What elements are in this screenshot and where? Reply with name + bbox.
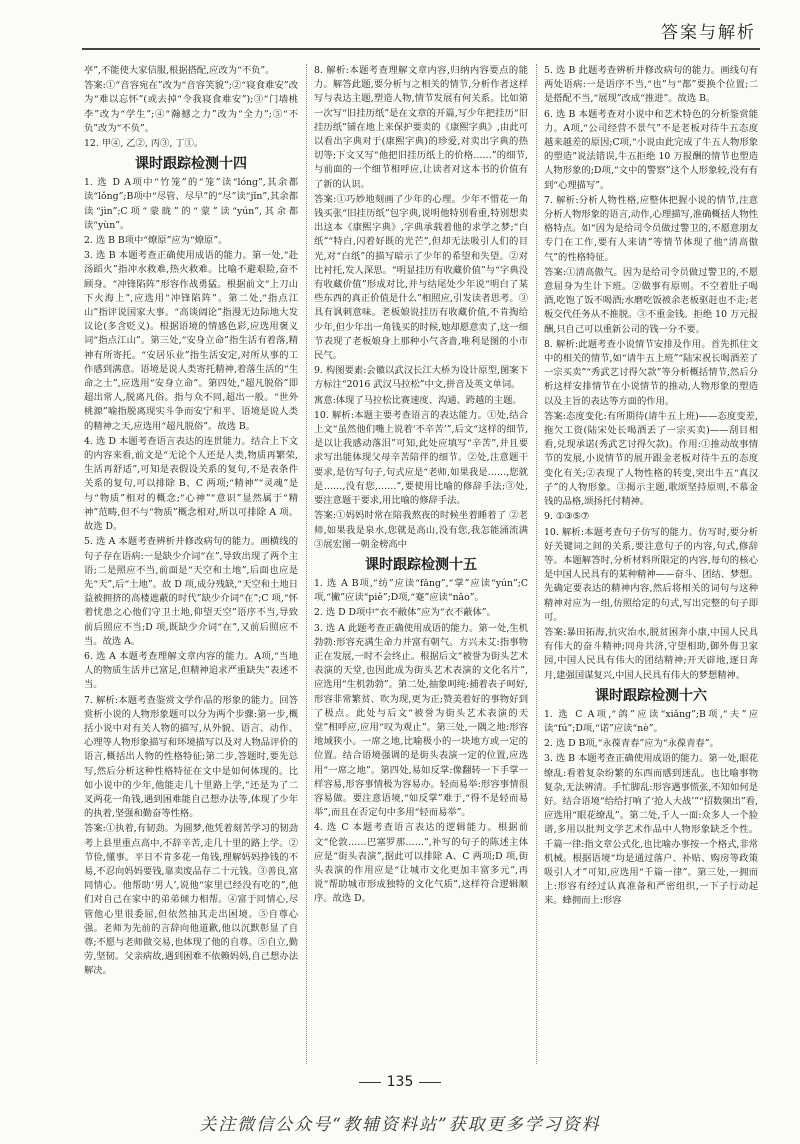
- page-header: [0, 0, 800, 58]
- answer-item: 10. 解析:本题考查句子仿写的能力。仿写时,要分析好关键词之间的关系,要注意句子的内容,句式,修辞等。本题解答时,分析材料所限定的内容,每句的核心是中国人民具有的某种精神——奋斗、团结、梦想。先确定要表达的精神内容,然后将相关的词句与这种精神对应为一组,仿照给定的句式,写出完整的句子即可。: [544, 526, 758, 623]
- answer-item: 6. 选 B 本题考查对小说中和艺术特色的分析鉴赏能力。A项,“公司经营不景气”不是老板对待牛五态度越来越差的原因;C项,“小说由此完成了牛五人物形象的塑造”说法错误,牛五拒绝 10 万报酬的情节也塑造人物形象的;D项,“文中的警察”这个人形象较,没有有到“心理描写”。: [544, 108, 758, 191]
- section-title: 课时跟踪检测十五: [365, 556, 477, 573]
- answer-text: 答案:暴田拓海,抗灾治水,脱贫困奔小康,中国人民具有伟大的奋斗精神;同舟共济,守望相助,御外侮卫家园,中国人民具有伟大的团结精神;开天辟地,逐日奔月,建强国谋复兴,中国人民具有伟大的梦想精神。: [544, 626, 758, 681]
- page-footer: [0, 1072, 800, 1142]
- column-right: [544, 64, 758, 1064]
- answer-item: 10. 解析:本题主要考查语言的表达能力。①处,结合上文“虽然他们嘴上说着‘不辛苦’”,后文“这样的细节,是以让我感动落泪”可知,此处应填写“辛苦”,并且要求写出能体现父母辛苦陪伴的细节。②处,注意题干要求,是仿写句子,句式应是“老师,如果我是……,您就是……,没有您,……”,要使用比喻的修辞手法;③处,要注意题干要求,用比喻的修辞手法。: [314, 409, 528, 507]
- answer-item: 9. ①③⑤⑦: [544, 511, 590, 523]
- answer-item: 3. 选 A 此题考查正确使用成语的能力。第一处,生机勃勃:形容充满生命力并富有朝气。方兴未艾:指事物正在发展,一时不会终止。根据后文“被誉为街头艺术表演的天堂,也因此成为街头艺术表演的文化名片”,应选用“生机勃勃”。第二处,抽象呵纯:捕着表子呵好,形容非常繁贫、吹为现,更为正;赞美着好的事物好到了极点。此处与后文“被誉为街头艺术表演的天堂”相呼应,应用“叹为观止”。第三处,一隅之地:形容地域狭小。一席之地,比喻极小的一块地方或一定的位置。结合语境强调的是街头表演一定的位置,应选用“一席之地”。第四处,易如反掌:像翻转一下手掌一样容易,形容事情极为容易办。轻而易举:形容事情很容易做。要注意语境,“如反掌”难于,“得不是轻而易举”,而且在否定句中多用“轻而易举”。: [314, 622, 528, 819]
- answer-item: 9. 构图要素:会徽以武汉长江大桥为设计原型,图案下方标注“2016 武汉马拉松”中文,拼音及英文单词。: [314, 365, 528, 391]
- answer-text: 答案:态度变化:有所期待(请牛五上班)——态度变差,拖欠工资(陆宋处长喝酒丢了一宗买卖)——刮目相看,兑现承诺(秀武艺讨得欠款)。作用:①推动故事情节的发展,小说情节的展开跟金老板对待牛五的态度变化有关;②表现了人物性格的转变,突出牛五“真汉子”的人物形象。③揭示主题,歌颂坚持原则,不慕金钱的品格,颂扬托付精神。: [544, 410, 758, 508]
- answer-item: 4. 选 D 本题考查语言表达的连贯能力。结合上下文的内容来看,前文是“无论个人还是人类,物质再繁荣,生活再舒适”,可知是表假设关系的复句,不是表条件关系的复句,可以排除 B、C 两项;“精神”“灵魂”是与“物质”相对的概念;“心神”“意识”显然属于“精神”范畴,但不与“物质”概念相对,所以可排除 A 项。故选 D。: [84, 435, 298, 533]
- answer-item: 2. 选 D B项,“永葆青春”应为“永葆青春”。: [544, 738, 719, 750]
- answer-text: 答案:①清高傲气。因为是给司令员做过警卫的,不愿意屈身为生计下班。②做事有原则。不空着肚子喝酒,吃饱了饭不喝酒;水磨吃饭被余老板驱赶也不走;老板交代任务从不推脱。③不重金钱。拒绝 10 万元报酬,只自己可以重新公司的钱一分不要。: [544, 266, 758, 335]
- answer-item: 3. 选 B 本题考查正确使用成语的能力。第一处,眼花缭乱:看着复杂纷繁的东西而感到迷乱。也比喻事物复杂,无法辨清。手忙脚乱:形容遇事慌张,不知如何是好。结合语境“给给打响了‘抢人大战’”“招数频出”看,应选用“眼花缭乱”。第二处,千人一面:众多人一个脸谱,多用以批判文学艺术作品中人物形象缺乏个性。千篇一律:指文章公式化,也比喻办事按一个格式,非常机械。根据语境“均是通过落户、补贴、购房等政策吸引人才”可知,应选用“千篇一律”。第三处,一拥而上:形容有经过认真准备和严密组织,一下子行动起来。蜂拥而上:形容: [544, 753, 758, 907]
- answer-item: 5. 选 A 本题考查辨析并修改病句的能力。画横线的句子存在语病:一是缺少介词“在”,导致出现了两个主语;二是照应不当,前面是“天空和土地”,后面也应是先“天”,后“土地”。故 D 项,成分残缺,“天空和土地日益被拥挤的高楼遮蔽的时代”缺少介词“在”;C 项,“怀着忧患之心他们守卫土地,仰望天空”语序不当,导致前后照应不当;D 项,既缺少介词“在”,又前后照应不当。故选 A。: [84, 536, 298, 647]
- answer-text: 12. 甲④, 乙②, 丙③, 丁①。: [84, 138, 204, 150]
- answer-item: 2. 选 B B项中“燎原”应为“燎原”。: [84, 235, 228, 247]
- answer-item: 4. 选 C 本题考查语言表达的逻辑能力。根据前文“伦敦……巴塞罗那……”,补写的句子的陈述主体应是“街头表演”,据此可以排除 A、C 两项;D 项,街头表演的作用应是“让城市文化更加丰富多元”,再说“帮助城市形成独特的文化气质”,这样符合逻辑顺序。故选 D。: [314, 822, 528, 905]
- answer-item: 3. 选 B 本题考查正确使用成语的能力。第一处,“赴汤蹈火”指冲水救难,热火救难。比喻不避艰险,奋不顾身。“冲锋陷阵”形容作战勇猛。根据前文“上刀山下火海上”,应选用“冲锋陷阵”。第二处,“指点江山”指评说国家大事。“高谈阔论”指漫无边际地大发议论(多含贬义)。根据语境的情感色彩,应选用褒义词“指点江山”。第三处,“安身立命”指生活有着落,精神有所寄托。“安居乐业”指生活安定,对所从事的工作感到满意。语境是说人类寄托精神,着落生活的“生命之土”,应选用“安身立命”。第四处,“超凡脱俗”即超出常人,脱离凡俗。指与众不同,超出一般。“世外桃源”喻指脱离现实斗争而安宁和平、语境是说人类的精神之天,应选用“超凡脱俗”。故选 B。: [84, 250, 298, 432]
- answer-text: 亭”,不能使大家信服,根据搭配,应改为“不负”。: [84, 65, 275, 76]
- answer-item: 7. 解析:本题考查鉴赏文学作品的形象的能力。回答赏析小说的人物形象题可以分为两个步骤:第一步,概括小说中对有关人物的描写,从外貌、语言、动作、心理等人物形象描写和环境描写以及对人物品评价的语言,概括出人物的性格特征;第二步,答题时,要先总写,然后分析这种性格特征在文中是如何体现的。比如小说中的少年,他能走几十里路上学,“还是为了二叉两花一角钱,遇到困难能自己想办法等,体现了少年的执着,坚强和勤奋等性格。: [84, 694, 298, 820]
- answer-text: 寓意:体现了马拉松比赛速度、沟通、跨越的主题。: [314, 394, 522, 406]
- column-divider: [536, 64, 537, 1064]
- column-left: [84, 64, 298, 1064]
- answer-item: 1. 选 A B项,“纺”应读“fǎng”,“掌”应读“yún”;C项,“撇”应读“piě”;D项,“蹇”应读“nǎo”。: [314, 577, 528, 604]
- answer-item: 7. 解析:分析人物性格,应整体把握小说的情节,注意分析人物形象的语言,动作,心理描写,准确概括人物性格特点。如“因为是给司令员做过警卫的,不愿意朋友专门在工作,要有人来请”等情节体现了他“清高傲气”的性格特征。: [544, 194, 758, 263]
- header-title: 答案与解析: [661, 23, 756, 43]
- answer-item: 8. 解析:本题考查理解文章内容,归纳内容要点的能力。解答此题,要分析与之相关的情节,分析作者这样写与表达主题,塑造人物,情节发展有何关系。比如第一次写“旧挂历纸”是在文章的开篇,写少年把挂历“旧挂历纸”铺在地上来保护要卖的《康熙字典》,由此可以看出字典对于(康熙字典)的珍爱,对卖出字典的热切等;下文又写“他把旧挂历纸上的价格……”的细节,与前面的一个细节相呼应,让读者对这本书的价值有了新的认识。: [314, 65, 528, 190]
- answer-item: 6. 选 A 本题考查理解文章内容的能力。A项,“当地人的物质生活并已富足,但精神追求严重缺失”表述不当。: [84, 650, 298, 691]
- answer-item: 1. 选 D A项中“竹笼”的“笼”读“lóng”,其余都读“lǒng”;B项中“尽管、尽早”的“尽”读“jǐn”,其余都读“jìn”;C项“蒙眬”的“蒙”读“yún”,其余都读“yùn”。: [84, 177, 298, 231]
- answer-item: 1. 选 C A项,“鸽”应读“xiǎng”;B项,“夫”应读“fú”;D项,“诺”应读“nè”。: [544, 708, 758, 734]
- section-title: 课时跟踪检测十四: [135, 156, 247, 173]
- answer-item: 2. 选 D D项中“衣不敝体”应为“衣不蔽体”。: [314, 607, 496, 619]
- page-number: 135: [0, 1074, 800, 1090]
- answer-text: 答案:①执着,有韧劲。为圆梦,他凭着刻苦学习的韧劲考上县里重点高中,不辞辛苦,走几十里的路上学。②节俭,懂事。平日不肯多花一角钱,理解妈妈挣钱的不易,不忍向妈妈要钱,靠卖废品存二十元钱。③善良,富同情心。他帮助‘男人’,说他“家里已经没有吃的”,他们对自己在家中的弟弟倾力相帮。④富于同情心,尽管他心里很委屈,但依然抽其走出困境。⑤自尊心强。老师为先前的言辞向他道歉,他以沉默彰显了自尊;不愿与老师做交易,也体现了他的自尊。⑤自立,勤劳,坚韧。父亲病故,遇到困难不依赖妈妈,自己想办法解决。: [84, 823, 298, 977]
- footer-slogan: 关注微信公众号“教辅资料站”获取更多学习资料: [199, 1115, 601, 1135]
- answer-text: 答案:①“音容宛在”改为“音容笑貌”;②“寝食难安”改为“难以忘怀”(或去掉“令我寝食难安”);③“门墙桃李”改为“学生”;④“瀚撼之力”改为“全力”;⑤“不负”改为“不负”。: [84, 80, 298, 134]
- answer-columns: [84, 64, 760, 1064]
- column-middle: [314, 64, 528, 1064]
- column-divider: [306, 64, 307, 1064]
- answer-item: 8. 解析:此题考查小说情节安排及作用。首先抓住文中的相关的情节,如“请牛五上班”“陆宋祝长喝酒差了一宗买卖”“秀武艺讨得欠款”等分析概括情节,然后分析这样安排情节在小说情节的推动,人物形象的塑造以及主旨的表达等方面的作用。: [544, 338, 758, 407]
- answer-item: 5. 选 B 此题考查辨析并修改病句的能力。画线句有两处语病:一是语序不当,“也”与“都”要换个位置;二是搭配不当,“展现”改成“推进”。故选 B。: [544, 65, 758, 105]
- answer-text: 答案:①巧妙地刻画了少年的心理。少年不惜花一角钱买张“旧挂历纸”包字典,说明他特别看重,特别想卖出这本《康熙字典》,字典承载着他的求学之梦;“白纸”“特白,闪着好既的光芒”,但却无法吸引人们的目光,对“白纸”的描写暗示了少年的希望和失望。②对比衬托,发人深思。“明显挂历有收藏价值”与“字典没有收藏价值”形成对比,并与结尾处少年说“明白了某些东西的真正价值是什么”相照应,引发读者思考。③具有讽刺意味。老板娘说挂历有收藏价值,不肯掏给少年,但少年出一角钱买的时候,她却愿意卖了,这一细节表现了老板娘身上那种小气吝啬,唯利是图的小市民气。: [314, 193, 528, 362]
- header-rule: [82, 48, 760, 50]
- answer-text: 答案:①妈妈时常在陪我熬夜的时候坐着睡着了 ②老师,如果我是泉水,您就是高山,没有您,我怎能涌流满 ③展宏图一朝金榜高中: [314, 510, 528, 550]
- section-title: 课时跟踪检测十六: [595, 687, 707, 704]
